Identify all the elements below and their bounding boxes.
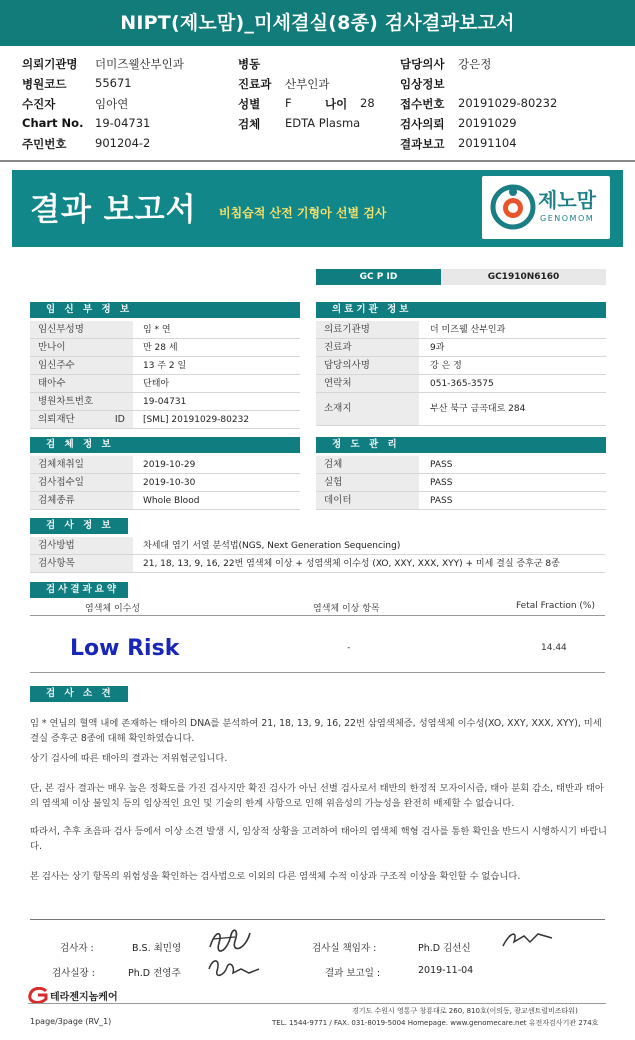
- row-value: 2019-10-30: [143, 478, 196, 488]
- row-value: 19-04731: [143, 397, 187, 407]
- qc-row: [316, 492, 606, 510]
- footer-address: 경기도 수원시 영통구 창룡대로 260, 810호(이의동, 광교센트럴비즈타워): [352, 1007, 578, 1015]
- row-value: 더 미즈웰 산부인과: [430, 325, 506, 335]
- label-ward: 병동: [238, 57, 261, 71]
- institution-row: [316, 357, 606, 375]
- section-specimen: 검 체 정 보: [30, 437, 300, 453]
- chief-name: Ph.D 전영주: [128, 968, 181, 979]
- row-value: 051-365-3575: [430, 379, 494, 389]
- summary-item: -: [347, 643, 351, 653]
- institution-row: [316, 339, 606, 357]
- result-low-risk: Low Risk: [70, 636, 180, 661]
- pregnant-row: [30, 411, 300, 429]
- page-number: 1page/3page (RV_1): [30, 1017, 112, 1026]
- row-label: 검체종류: [30, 492, 133, 509]
- company-logo-icon: [28, 987, 48, 1003]
- summary-col1: 염색체 이수성: [85, 604, 141, 614]
- label-idno: 주민번호: [22, 137, 67, 151]
- summary-ff: 14.44: [541, 643, 567, 653]
- value-hospital: 더미즈웰산부인과: [95, 57, 184, 71]
- gcpid-label: GC P ID: [316, 269, 441, 285]
- value-request: 20191029: [458, 116, 517, 130]
- row-value: Whole Blood: [143, 496, 200, 506]
- label-code: 병원코드: [22, 77, 67, 91]
- value-idno: 901204-2: [95, 136, 151, 150]
- genomom-logo: [482, 176, 610, 239]
- section-test: 검 사 정 보: [30, 518, 128, 534]
- label-receipt: 접수번호: [400, 97, 445, 111]
- test-row: [30, 555, 605, 573]
- specimen-row: [30, 492, 300, 510]
- row-label: 임신주수: [30, 357, 133, 374]
- pregnant-row: [30, 321, 300, 339]
- row-value: 부산 북구 금곡대로 284: [430, 404, 526, 414]
- footer-divider: [28, 1003, 606, 1004]
- summary-col2: 염색체 이상 항목: [313, 604, 380, 614]
- gcpid-box: [316, 269, 606, 285]
- label-doctor: 담당의사: [400, 57, 445, 71]
- row-value: 차세대 염기 서열 분석법(NGS, Next Generation Sequencing): [143, 541, 401, 551]
- logo-sub: GENOMOM: [540, 214, 595, 223]
- row-value: 강 은 정: [430, 361, 462, 371]
- value-patient: 임아연: [95, 97, 129, 111]
- company-name: 테라젠지놈케어: [50, 992, 118, 1003]
- finding-paragraph-4: 따라서, 추후 초음파 검사 등에서 이상 소견 발생 시, 임상적 상황을 고려하여 태아의 염색체 핵형 검사를 통한 확인을 반드시 시행하시기 바랍니다.: [30, 826, 607, 852]
- row-label: 검체: [316, 456, 419, 473]
- finding-paragraph-5: 본 검사는 상기 항목의 위험성을 확인하는 검사법으로 이외의 다른 염색체 수적 이상과 구조적 이상을 확인할 수 없습니다.: [30, 871, 521, 882]
- qc-row: [316, 456, 606, 474]
- section-summary: 검사결과요약: [30, 582, 128, 598]
- finding-paragraph-3: 단, 본 검사 결과는 매우 높은 정확도를 가진 검사지만 확진 검사가 아닌 선별 검사로서 태반의 한정적 모자이시즘, 태아 분회 감소, 태반과 태아의 염색체 이상 불일치 등의 임상적인 요인 및 기술의 한계 사항으로 인해 위음성의 가능성을 완전히 배제할 수 없습니다.: [30, 783, 604, 809]
- value-doctor: 강은정: [458, 57, 492, 71]
- label-chart: Chart No.: [22, 116, 84, 130]
- pregnant-row: [30, 375, 300, 393]
- summary-col3: Fetal Fraction (%): [516, 601, 595, 611]
- resp-name: Ph.D 김선신: [418, 943, 471, 954]
- result-banner: [12, 170, 623, 247]
- date-label: 결과 보고일 :: [325, 968, 381, 979]
- label-request: 검사의뢰: [400, 117, 445, 131]
- label-specimen: 검체: [238, 117, 261, 131]
- row-value: PASS: [430, 496, 453, 506]
- row-label: 데이터: [316, 492, 419, 509]
- signature-chief: [205, 955, 265, 981]
- row-label: 검사방법: [30, 537, 133, 554]
- chief-label: 검사실장 :: [52, 968, 95, 979]
- section-qc: 정 도 관 리: [316, 437, 606, 453]
- label-patient: 수진자: [22, 97, 56, 111]
- finding-paragraph-2: 상기 검사에 따른 태아의 결과는 저위험군입니다.: [30, 753, 228, 764]
- signature-tester: [205, 925, 255, 955]
- row-value: 2019-10-29: [143, 460, 196, 470]
- section-institution: 의료기관 정보: [316, 302, 606, 318]
- row-label: 의뢰재단 ID: [30, 411, 133, 428]
- signature-responsible: [500, 928, 555, 950]
- label-age: 나이: [325, 97, 348, 111]
- row-label: 검체채취일: [30, 456, 133, 473]
- value-report: 20191104: [458, 136, 517, 150]
- row-label: 임신부성명: [30, 321, 133, 338]
- value-specimen: EDTA Plasma: [285, 116, 361, 130]
- row-value: 13 주 2 일: [143, 361, 187, 371]
- header-divider: [0, 160, 635, 162]
- summary-header-row: [30, 598, 605, 616]
- summary-bottom-line: [30, 672, 605, 673]
- test-row: [30, 537, 605, 555]
- value-receipt: 20191029-80232: [458, 96, 558, 110]
- banner-title: 결과 보고서: [30, 192, 197, 228]
- row-value: PASS: [430, 460, 453, 470]
- label-clinical: 임상정보: [400, 77, 445, 91]
- genomom-logo-icon: [490, 184, 536, 230]
- row-label: 태아수: [30, 375, 133, 392]
- institution-row: [316, 375, 606, 393]
- row-value: 21, 18, 13, 9, 16, 22번 염색체 이상 + 성염색체 이수성 (XO, XXY, XXX, XYY) + 미세 결실 증후군 8종: [143, 559, 560, 569]
- institution-row: [316, 321, 606, 339]
- row-label: 병원차트번호: [30, 393, 133, 410]
- banner-subtitle: 비침습적 산전 기형아 선별 검사: [219, 206, 387, 220]
- row-value: 임 * 연: [143, 325, 171, 335]
- value-sex: F: [285, 96, 292, 110]
- row-value: [SML] 20191029-80232: [143, 415, 250, 425]
- pregnant-row: [30, 393, 300, 411]
- row-value: 만 28 세: [143, 343, 178, 353]
- row-label: 만나이: [30, 339, 133, 356]
- row-label: 검사항목: [30, 555, 133, 572]
- resp-label: 검사실 책임자 :: [312, 943, 377, 954]
- institution-row: [316, 393, 606, 426]
- label-sex: 성별: [238, 97, 261, 111]
- value-dept: 산부인과: [285, 77, 330, 91]
- section-pregnant: 임 신 부 정 보: [30, 302, 300, 318]
- row-label: 진료과: [316, 339, 419, 356]
- row-label: 검사접수일: [30, 474, 133, 491]
- footer-contact: TEL. 1544-9771 / FAX. 031-8019-5004 Homepage. www.genomecare.net 유전자검사기관 274호: [272, 1019, 599, 1027]
- label-report: 결과보고: [400, 137, 445, 151]
- specimen-row: [30, 456, 300, 474]
- tester-label: 검사자 :: [60, 943, 94, 954]
- value-age: 28: [360, 96, 375, 110]
- qc-row: [316, 474, 606, 492]
- row-label: 실험: [316, 474, 419, 491]
- pregnant-row: [30, 357, 300, 375]
- row-value: 9과: [430, 343, 445, 353]
- header-info: [0, 52, 635, 160]
- row-label: 연락처: [316, 375, 419, 392]
- row-label: 소재지: [316, 393, 419, 425]
- label-hospital: 의뢰기관명: [22, 57, 78, 71]
- value-chart: 19-04731: [95, 116, 151, 130]
- row-value: 단태아: [143, 379, 170, 389]
- finding-paragraph-1: 임 * 연님의 혈액 내에 존재하는 태아의 DNA를 분석하여 21, 18, 13, 9, 16, 22번 삼염색체증, 성염색체 이수성(XO, XXY, XXX, XYY), 미세 결실 증후군 8종에 대해 확인하였습니다.: [30, 718, 602, 744]
- label-dept: 진료과: [238, 77, 272, 91]
- value-code: 55671: [95, 76, 132, 90]
- signature-divider: [30, 919, 605, 920]
- report-date: 2019-11-04: [418, 965, 474, 976]
- row-label: 담당의사명: [316, 357, 419, 374]
- pregnant-row: [30, 339, 300, 357]
- row-label: 의료기관명: [316, 321, 419, 338]
- specimen-row: [30, 474, 300, 492]
- logo-text: 제노맘: [538, 188, 596, 212]
- gcpid-value: GC1910N6160: [441, 269, 606, 285]
- report-title: NIPT(제노맘)_미세결실(8종) 검사결과보고서: [0, 0, 635, 46]
- section-findings: 검 사 소 견: [30, 686, 128, 702]
- tester-name: B.S. 최민영: [132, 943, 182, 954]
- row-value: PASS: [430, 478, 453, 488]
